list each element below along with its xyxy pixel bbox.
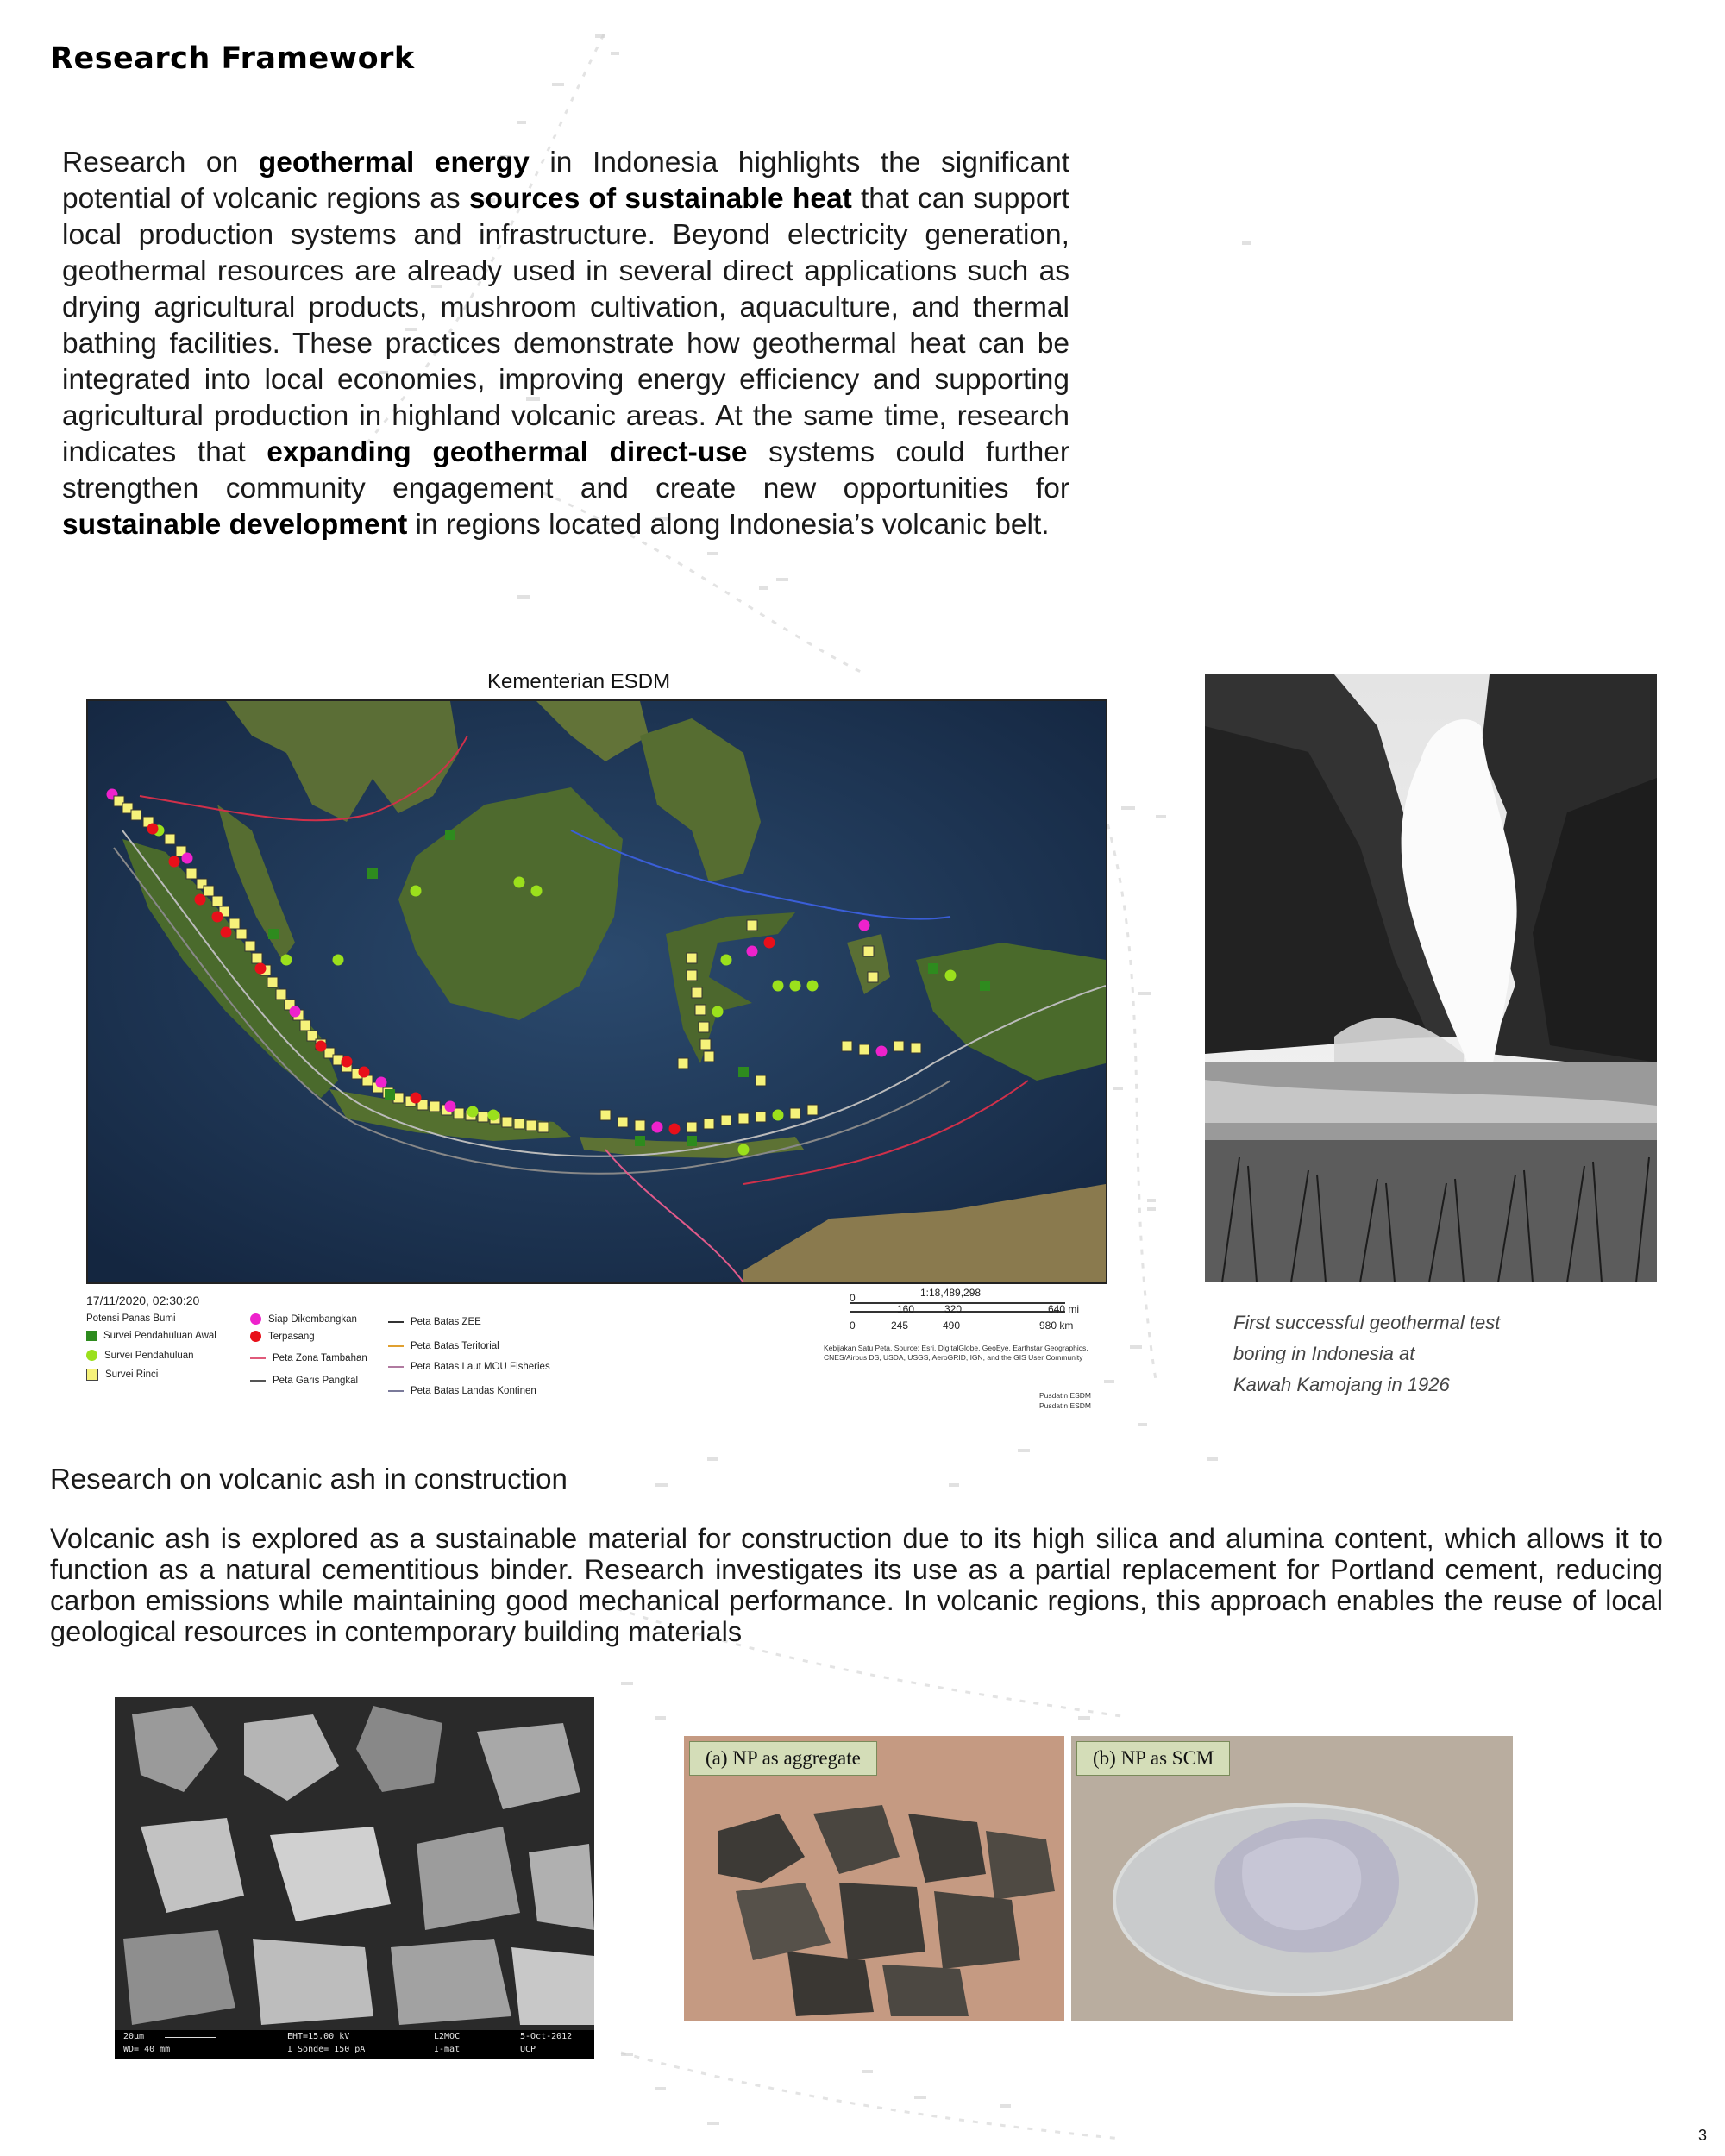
map-marker: [276, 989, 286, 1000]
scale-ratio: 1:18,489,298: [920, 1287, 982, 1299]
legend-swatch: [86, 1331, 97, 1341]
map-marker: [316, 1041, 327, 1052]
map-marker: [267, 977, 278, 987]
map-marker: [868, 972, 878, 982]
map-marker: [790, 981, 801, 992]
scale-tick: 640 mi: [1048, 1303, 1080, 1315]
map-marker: [514, 877, 525, 888]
map-marker: [859, 920, 870, 931]
legend-swatch: [86, 1350, 97, 1361]
sem-meta: L2MOC: [434, 2032, 461, 2041]
intro-emphasis: expanding geothermal direct-use: [267, 436, 748, 468]
map-marker: [859, 1044, 869, 1055]
map-marker: [454, 1108, 464, 1119]
legend-label: Survei Pendahuluan Awal: [104, 1331, 216, 1341]
sem-meta: I-mat: [434, 2045, 461, 2054]
map-marker: [169, 856, 180, 868]
map-credit: [1039, 1390, 1091, 1411]
legend-swatch: [86, 1369, 98, 1381]
legend-item: [250, 1313, 357, 1325]
map-marker: [333, 955, 344, 966]
map-marker: [790, 1108, 800, 1119]
map-marker: [411, 886, 422, 897]
legend-label: Peta Batas Landas Kontinen: [411, 1386, 536, 1396]
map-marker: [635, 1120, 645, 1131]
map-marker: [687, 970, 697, 981]
legend-swatch: [250, 1313, 261, 1325]
map-marker: [411, 1093, 422, 1104]
map-marker: [704, 1119, 714, 1129]
legend-swatch: [250, 1380, 266, 1382]
map-marker: [687, 1136, 697, 1146]
intro-text: systems could further strengthen community engagement and create new opportunities for: [62, 436, 1070, 505]
map-marker: [980, 981, 990, 991]
map-marker: [712, 1006, 724, 1018]
section-heading: Research on volcanic ash in construction: [50, 1463, 568, 1495]
legend-label: Peta Zona Tambahan: [273, 1353, 367, 1363]
map-marker: [245, 941, 255, 951]
map-marker: [945, 970, 957, 981]
sem-art: [115, 1697, 594, 2030]
caption-line: boring in Indonesia at: [1233, 1343, 1415, 1364]
map-marker: [773, 1110, 784, 1121]
map-marker: [290, 1006, 301, 1018]
legend-swatch: [388, 1321, 404, 1323]
map-marker: [514, 1119, 524, 1129]
map-marker: [430, 1101, 440, 1112]
map-marker: [255, 963, 267, 975]
map-marker: [212, 896, 223, 906]
legend-item: [86, 1331, 216, 1341]
map-marker: [229, 918, 240, 929]
legend-label: Peta Batas Laut MOU Fisheries: [411, 1362, 550, 1372]
legend-swatch: [250, 1331, 261, 1342]
legend-swatch: [388, 1345, 404, 1347]
map-marker: [195, 894, 206, 906]
map-marker: [252, 953, 262, 963]
map-marker: [165, 834, 175, 844]
map-marker: [342, 1056, 353, 1068]
map-marker: [538, 1122, 549, 1132]
historic-geothermal-photo: [1205, 674, 1657, 1282]
caption-line: First successful geothermal test: [1233, 1312, 1501, 1333]
map-marker: [488, 1110, 499, 1121]
map-marker: [467, 1106, 479, 1118]
map-marker: [635, 1136, 645, 1146]
map-marker: [445, 830, 455, 840]
intro-paragraph: [62, 145, 1070, 543]
intro-emphasis: geothermal energy: [258, 147, 530, 179]
map-marker: [678, 1058, 688, 1069]
map-marker: [359, 1067, 370, 1078]
np-scm-photo: [1071, 1736, 1513, 2021]
legend-swatch: [388, 1366, 404, 1368]
scale-tick: 160: [897, 1303, 915, 1315]
map-marker: [182, 853, 193, 864]
map-canvas: [88, 701, 1106, 1282]
map-marker: [186, 868, 197, 879]
map-marker: [807, 981, 819, 992]
credit-line: Pusdatin ESDM: [1039, 1391, 1091, 1400]
scale-tick: 0: [850, 1319, 856, 1332]
legend-swatch: [388, 1390, 404, 1392]
map-marker: [445, 1101, 456, 1112]
sem-wd: WD= 40 mm: [123, 2045, 171, 2054]
legend-item: [86, 1369, 158, 1381]
map-marker: [268, 929, 279, 939]
map-marker: [281, 955, 292, 966]
legend-item: [250, 1331, 315, 1342]
map-marker: [863, 946, 874, 956]
intro-text: Research on: [62, 147, 259, 179]
map-marker: [478, 1112, 488, 1122]
map-marker: [687, 1122, 697, 1132]
map-marker: [147, 824, 159, 835]
legend-label: Survei Pendahuluan: [104, 1350, 194, 1361]
legend-label: Terpasang: [268, 1331, 315, 1342]
map-marker: [687, 953, 697, 963]
intro-emphasis: sources of sustainable heat: [468, 183, 852, 215]
map-marker: [738, 1067, 749, 1077]
sem-meta: I Sonde= 150 pA: [287, 2045, 366, 2054]
map-marker: [773, 981, 784, 992]
map-marker: [738, 1144, 750, 1156]
map-marker: [600, 1110, 611, 1120]
legend-label: Survei Rinci: [105, 1369, 159, 1380]
legend-item: [86, 1350, 194, 1361]
sem-micrograph: [115, 1697, 594, 2056]
sem-meta: UCP: [520, 2045, 536, 2054]
legend-swatch: [250, 1357, 266, 1359]
geothermal-potential-map: [86, 699, 1107, 1284]
legend-label: Peta Batas ZEE: [411, 1317, 481, 1327]
map-marker: [212, 912, 223, 923]
legend-label: Peta Batas Teritorial: [411, 1341, 499, 1351]
map-marker: [531, 886, 543, 897]
map-attribution: Kebijakan Satu Peta. Source: Esri, DigitalGlobe, GeoEye, Earthstar Geographics, CNES/Airbus DS, USDA, USGS, AeroGRID, IGN, and the GIS User Community: [824, 1344, 1088, 1362]
sem-meta: EHT=15.00 kV: [287, 2032, 350, 2041]
map-marker: [221, 927, 232, 938]
map-marker: [367, 868, 378, 879]
np-scm-art: [1071, 1736, 1513, 2021]
scale-tick: 490: [943, 1319, 961, 1332]
page-number: 3: [1698, 2127, 1708, 2144]
map-title: Kementerian ESDM: [487, 670, 671, 693]
map-marker: [376, 1077, 387, 1088]
map-marker: [700, 1039, 711, 1050]
map-legend: [86, 1313, 569, 1408]
intro-emphasis: sustainable development: [62, 509, 408, 541]
scale-tick: 320: [944, 1303, 963, 1315]
map-marker: [618, 1117, 628, 1127]
legend-heading: Potensi Panas Bumi: [86, 1313, 176, 1324]
map-marker: [911, 1043, 921, 1053]
photo-art: [1205, 674, 1657, 1282]
credit-line: Pusdatin ESDM: [1039, 1401, 1091, 1410]
map-marker: [842, 1041, 852, 1051]
map-marker: [747, 946, 758, 957]
np-aggregate-art: [684, 1736, 1064, 2021]
scale-tick: 245: [891, 1319, 909, 1332]
legend-label: Siap Dikembangkan: [268, 1313, 357, 1325]
scale-tick: 980 km: [1039, 1319, 1074, 1332]
legend-item: [388, 1317, 481, 1327]
legend-label: Peta Garis Pangkal: [273, 1376, 359, 1386]
map-marker: [692, 987, 702, 998]
sem-scale: 20µm: [123, 2032, 145, 2041]
sem-info-bar: [115, 2030, 594, 2059]
page-title: Research Framework: [50, 41, 415, 76]
map-marker: [300, 1020, 310, 1031]
map-marker: [385, 1089, 395, 1100]
legend-item: [388, 1386, 536, 1396]
sem-meta: 5-Oct-2012: [520, 2032, 573, 2041]
photo-caption: [1233, 1307, 1578, 1401]
map-marker: [526, 1120, 536, 1131]
volcanic-ash-paragraph: Volcanic ash is explored as a sustainable material for construction due to its high silica and alumina content, which allows it to function as a natural cementitious binder. Research investigates its use as a partial replacement for Portland cement, reducing carbon emissions while maintaining good mechanical performance. In volcanic regions, this approach enables the reuse of local geological resources in contemporary building materials: [50, 1523, 1663, 1647]
map-marker: [721, 1115, 731, 1125]
map-marker: [669, 1124, 681, 1135]
map-marker: [756, 1075, 766, 1086]
caption-line: Kawah Kamojang in 1926: [1233, 1374, 1450, 1395]
map-marker: [756, 1112, 766, 1122]
intro-text: in Indonesia highlights the significant potential of volcanic regions as: [62, 147, 1070, 215]
map-marker: [131, 810, 141, 820]
legend-item: [250, 1353, 367, 1363]
legend-item: [388, 1341, 499, 1351]
np-aggregate-label: (a) NP as aggregate: [689, 1741, 877, 1776]
map-marker: [876, 1046, 888, 1057]
map-marker: [894, 1041, 904, 1051]
map-marker: [236, 929, 247, 939]
map-marker: [928, 963, 938, 974]
sem-scale-bar: [165, 2037, 216, 2038]
map-marker: [204, 886, 214, 896]
map-marker: [721, 955, 732, 966]
legend-item: [250, 1376, 358, 1386]
map-marker: [502, 1117, 512, 1127]
map-marker: [807, 1105, 818, 1115]
map-timestamp: 17/11/2020, 02:30:20: [86, 1294, 200, 1307]
intro-text: in regions located along Indonesia’s volcanic belt.: [407, 509, 1050, 541]
np-scm-label: (b) NP as SCM: [1076, 1741, 1230, 1776]
map-marker: [695, 1005, 706, 1015]
map-marker: [764, 937, 775, 949]
map-marker: [747, 920, 757, 931]
map-marker: [738, 1113, 749, 1124]
np-aggregate-photo: [684, 1736, 1064, 2021]
scale-tick: 0: [850, 1292, 856, 1304]
legend-item: [388, 1362, 550, 1372]
map-marker: [652, 1122, 663, 1133]
map-marker: [704, 1051, 714, 1062]
map-marker: [699, 1022, 709, 1032]
intro-text: that can support local production systems and infrastructure. Beyond electricity generation, geothermal resources are already used in several direct applications such as drying agricultural products, mushroom cultivation, aquaculture, and thermal bathing facilities. These practices demonstrate how geothermal heat can be integrated into local economies, improving energy efficiency and supporting agricultural production in highland volcanic areas. At the same time, research indicates that: [62, 183, 1070, 468]
